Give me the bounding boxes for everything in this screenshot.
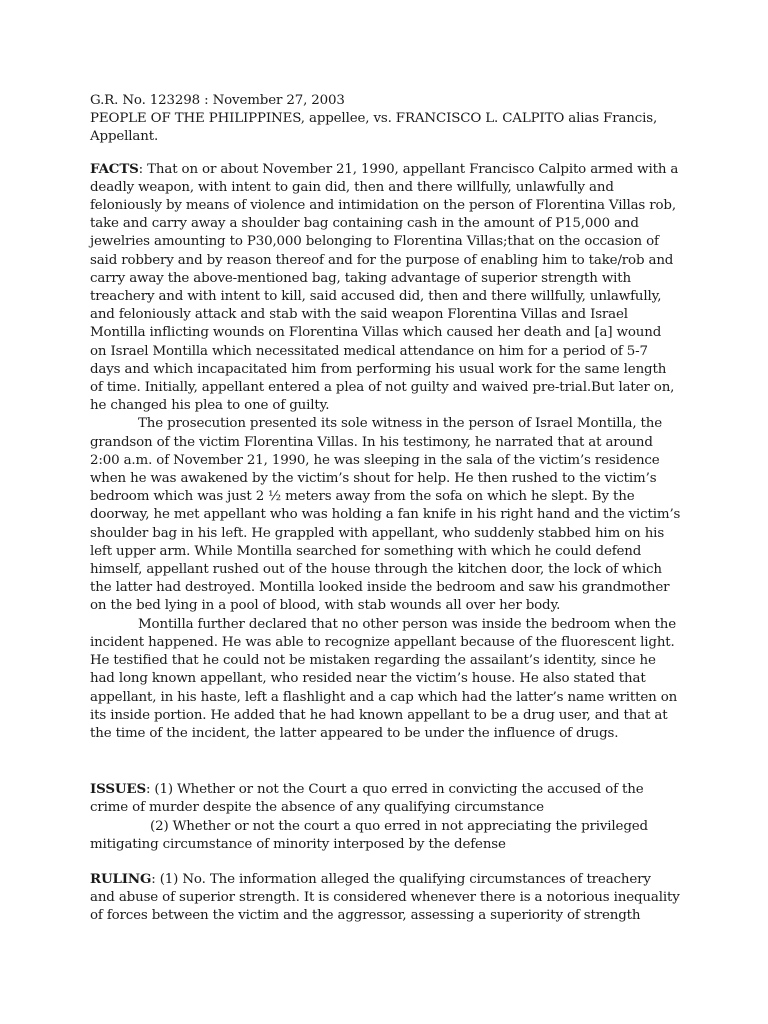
facts-line: Montilla inflicting wounds on Florentina Villas which caused her death and [a] wound xyxy=(90,325,662,341)
parties-line-1: PEOPLE OF THE PHILIPPINES, appellee, vs. FRANCISCO L. CALPITO alias Francis, xyxy=(90,111,658,127)
facts-para2-line: doorway, he met appellant who was holding a fan knife in his right hand and the victim’s xyxy=(90,507,681,523)
facts-line: carry away the above-mentioned bag, taking advantage of superior strength with xyxy=(90,270,631,286)
facts-para3-line: He testified that he could not be mistaken regarding the assailant’s identity, since he xyxy=(90,653,656,669)
ruling-line: : (1) No. The information alleged the qualifying circumstances of treachery xyxy=(151,871,651,887)
ruling-label: RULING xyxy=(90,870,152,887)
parties-line-2: Appellant. xyxy=(90,129,159,145)
facts-para3-line: the time of the incident, the latter appeared to be under the influence of drugs. xyxy=(90,725,619,741)
facts-para2-line: bedroom which was just 2 ½ meters away from the sofa on which he slept. By the xyxy=(90,489,635,505)
case-number: G.R. No. 123298 : November 27, 2003 xyxy=(90,93,345,108)
facts-line: : That on or about November 21, 1990, appellant Francisco Calpito armed with a xyxy=(138,161,679,177)
document-page xyxy=(90,92,690,926)
facts-para2-line: left upper arm. While Montilla searched for something with which he could defend xyxy=(90,543,642,559)
facts-section xyxy=(90,160,690,744)
facts-label: FACTS xyxy=(90,160,139,177)
facts-line: on Israel Montilla which necessitated medical attendance on him for a period of 5-7 xyxy=(90,343,648,359)
issues-line: : (1) Whether or not the Court a quo erred in convicting the accused of the xyxy=(145,782,644,798)
issues-item2-line: (2) Whether or not the court a quo erred in not appreciating the privileged xyxy=(150,818,648,834)
facts-line: jewelries amounting to P30,000 belonging to Florentina Villas;that on the occasion of xyxy=(90,234,659,250)
facts-line: days and which incapacitated him from performing his usual work for the same length xyxy=(90,361,667,377)
facts-para2-line: himself, appellant rushed out of the house through the kitchen door, the lock of which xyxy=(90,562,662,578)
issues-line: crime of murder despite the absence of any qualifying circumstance xyxy=(90,800,544,816)
facts-para3-line: Montilla further declared that no other person was inside the bedroom when the xyxy=(138,616,677,632)
ruling-line: of forces between the victim and the aggressor, assessing a superiority of strength xyxy=(90,908,641,924)
facts-line: and feloniously attack and stab with the said weapon Florentina Villas and Israel xyxy=(90,307,628,323)
facts-line: feloniously by means of violence and intimidation on the person of Florentina Villas rob, xyxy=(90,198,676,214)
facts-para2-line: 2:00 a.m. of November 21, 1990, he was sleeping in the sala of the victim’s residence xyxy=(90,452,660,468)
facts-line: deadly weapon, with intent to gain did, then and there willfully, unlawfully and xyxy=(90,179,614,195)
facts-line: take and carry away a shoulder bag containing cash in the amount of P15,000 and xyxy=(90,216,639,232)
issues-item2-line: mitigating circumstance of minority interposed by the defense xyxy=(90,836,506,852)
facts-para2-line: shoulder bag in his left. He grappled with appellant, who suddenly stabbed him on his xyxy=(90,525,665,541)
facts-para2-line: on the bed lying in a pool of blood, with stab wounds all over her body. xyxy=(90,598,561,614)
facts-line: he changed his plea to one of guilty. xyxy=(90,398,330,414)
issues-section xyxy=(90,780,690,854)
issues-label: ISSUES xyxy=(90,781,146,798)
ruling-line: and abuse of superior strength. It is considered whenever there is a notorious inequality xyxy=(90,890,680,906)
facts-para2-line: when he was awakened by the victim’s shout for help. He then rushed to the victim’s xyxy=(90,471,657,487)
facts-para3-line: appellant, in his haste, left a flashlight and a cap which had the latter’s name written on xyxy=(90,689,678,705)
facts-para2-line: The prosecution presented its sole witness in the person of Israel Montilla, the xyxy=(138,416,663,432)
facts-line: of time. Initially, appellant entered a plea of not guilty and waived pre-trial.But later on, xyxy=(90,380,675,396)
facts-line: treachery and with intent to kill, said accused did, then and there willfully, unlawfully, xyxy=(90,289,662,305)
facts-line: said robbery and by reason thereof and for the purpose of enabling him to take/rob and xyxy=(90,252,674,268)
facts-para3-line: had long known appellant, who resided near the victim’s house. He also stated that xyxy=(90,671,646,687)
facts-para2-line: the latter had destroyed. Montilla looked inside the bedroom and saw his grandmother xyxy=(90,580,670,596)
facts-para2-line: grandson of the victim Florentina Villas. In his testimony, he narrated that at around xyxy=(90,434,653,450)
ruling-section xyxy=(90,870,690,926)
facts-para3-line: its inside portion. He added that he had known appellant to be a drug user, and that at xyxy=(90,707,668,723)
facts-para3-line: incident happened. He was able to recognize appellant because of the fluorescent light. xyxy=(90,634,675,650)
